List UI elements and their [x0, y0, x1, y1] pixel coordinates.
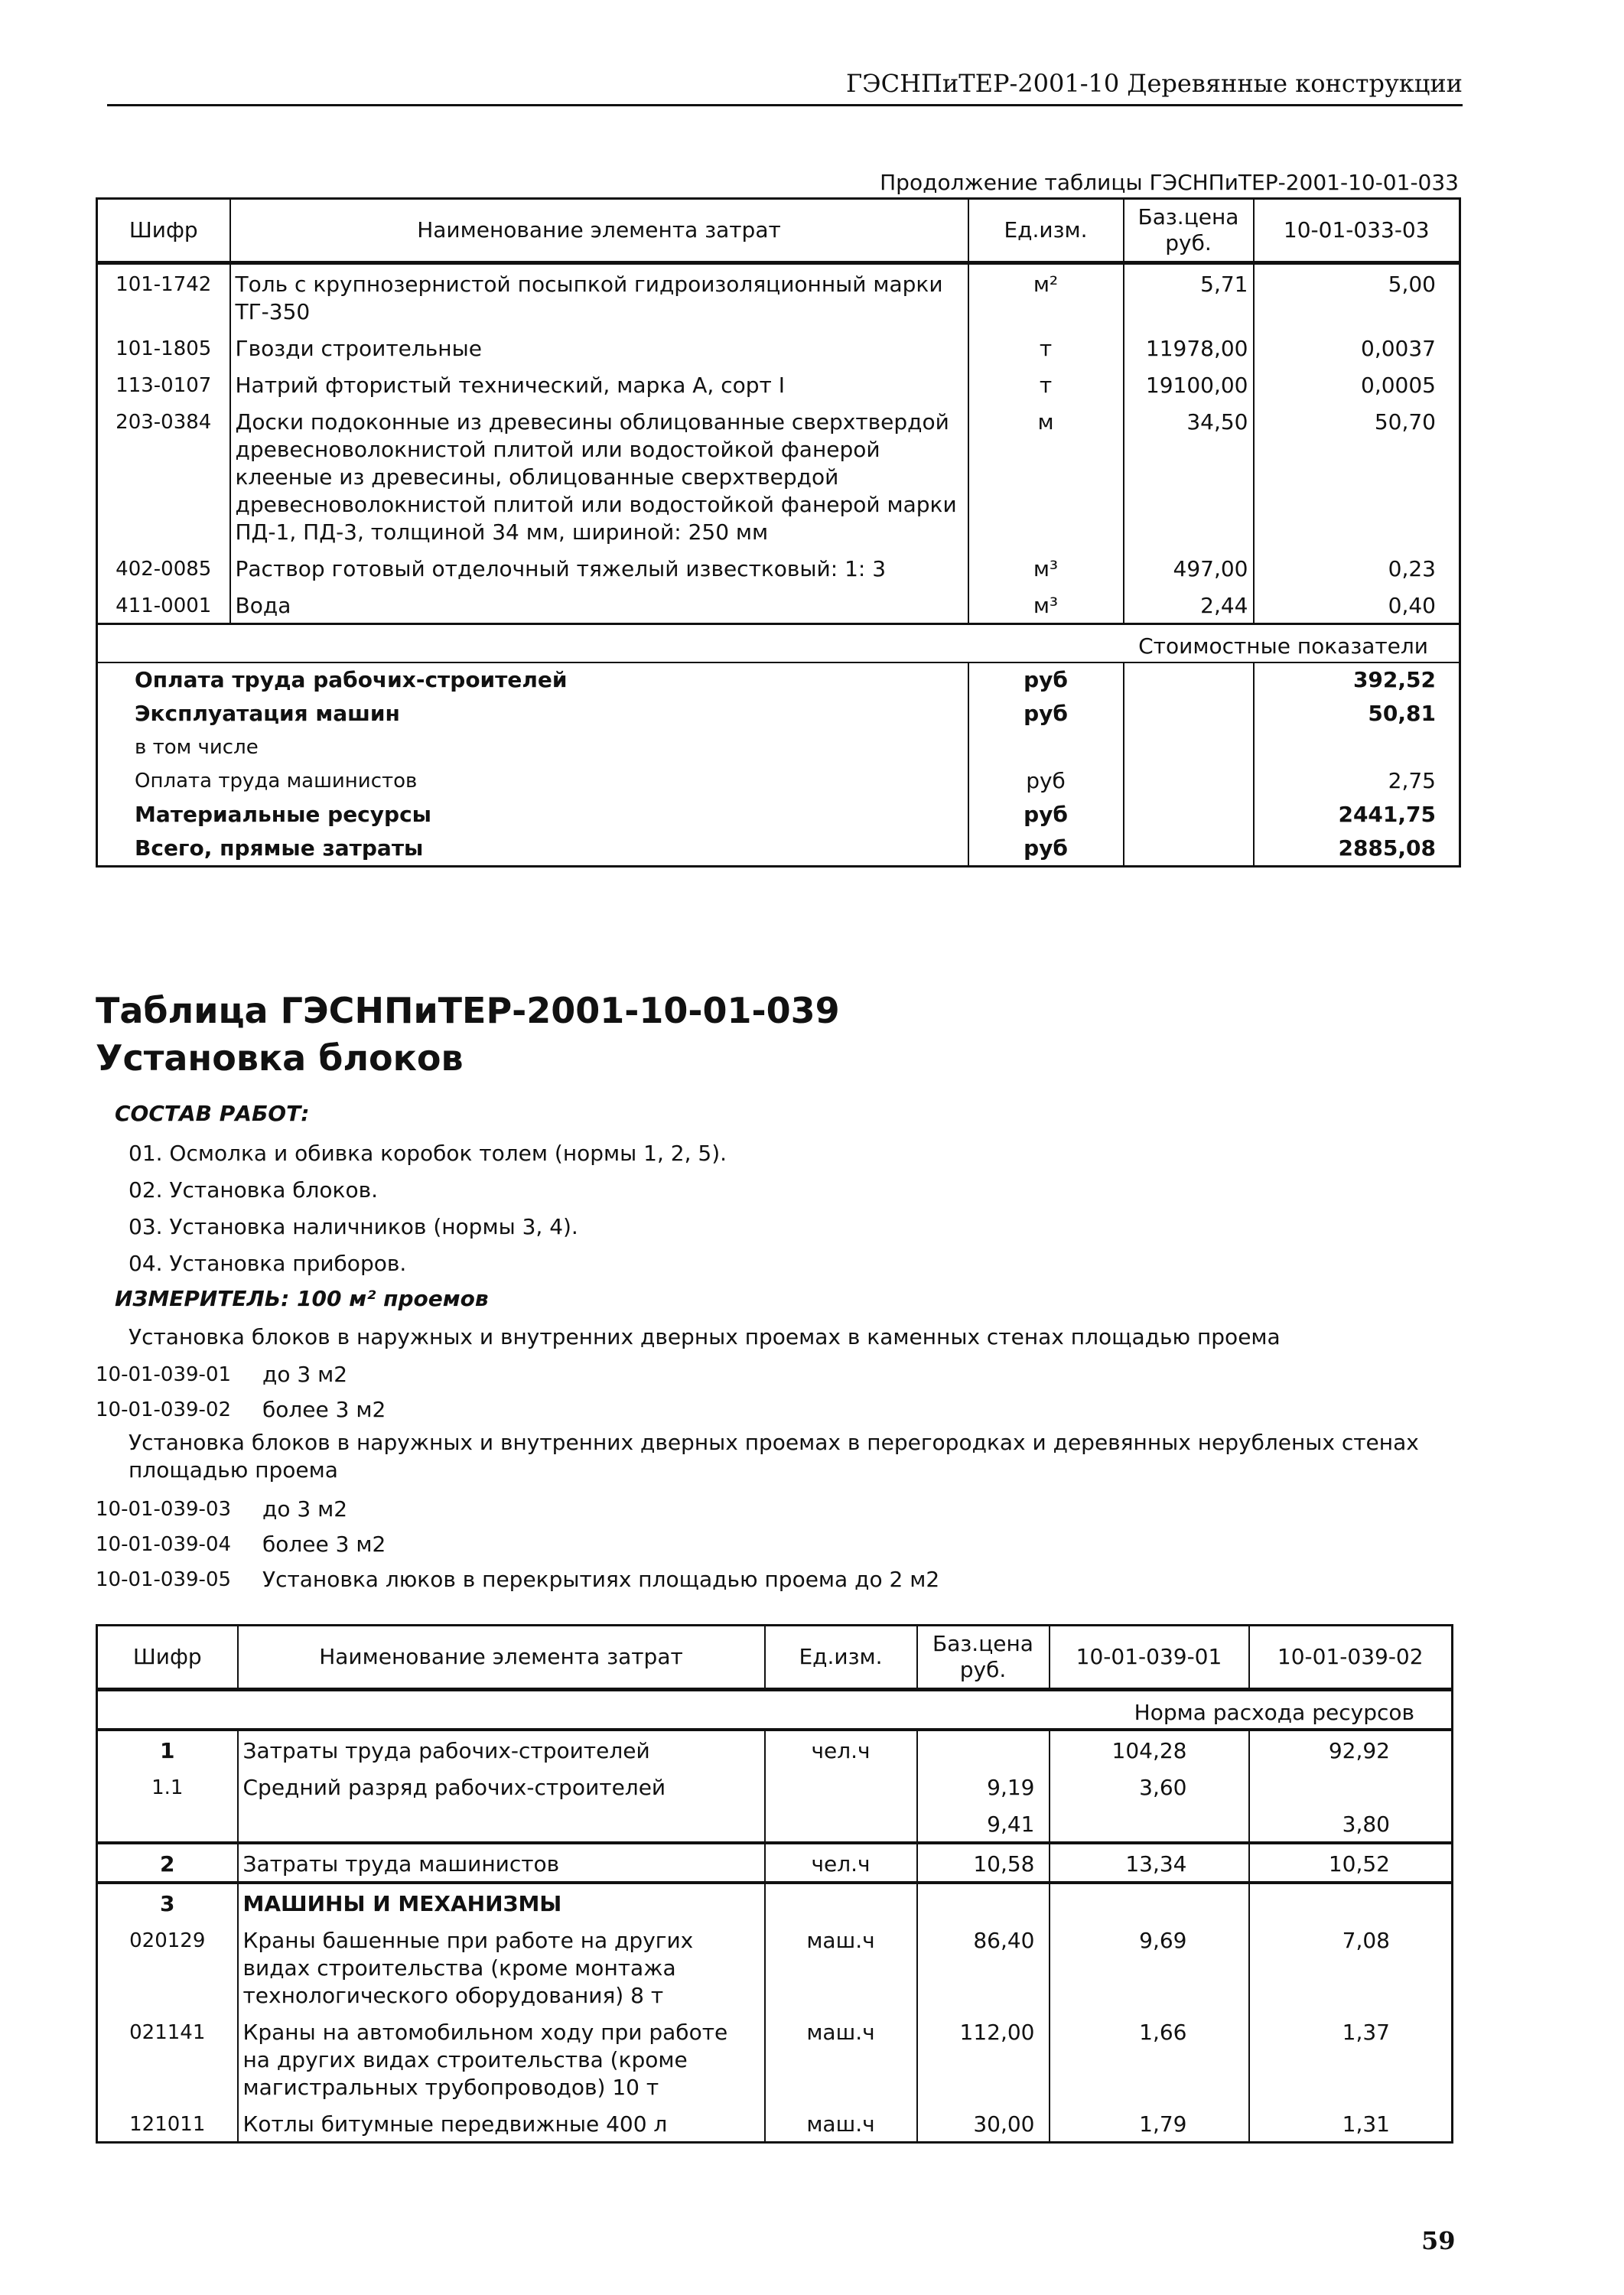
- norm-code: 10-01-039-04: [96, 1533, 232, 1556]
- norm-cell: 0,0005: [1254, 366, 1460, 402]
- cost-row: [97, 832, 1460, 867]
- cost-label: Материальные ресурсы: [97, 798, 968, 832]
- price-cell: 497,00: [1124, 549, 1254, 586]
- code-cell: [97, 1805, 238, 1843]
- price-cell: [917, 1883, 1050, 1921]
- cost-value: [1254, 731, 1460, 764]
- unit-cell: м: [968, 402, 1124, 549]
- norm-cell: [1050, 1805, 1249, 1843]
- cost-label: Оплата труда машинистов: [97, 764, 968, 798]
- cost-value: 392,52: [1254, 662, 1460, 697]
- work-item: 02. Установка блоков.: [129, 1177, 379, 1203]
- cost-row: [97, 662, 1460, 697]
- name-cell: Натрий фтористый технический, марка А, сорт I: [230, 366, 968, 402]
- name-cell: Котлы битумные передвижные 400 л: [238, 2105, 765, 2143]
- name-cell: Краны башенные при работе на других видах строительства (кроме монтажа технологического оборудования) 8 т: [238, 1921, 765, 2013]
- work-item: 04. Установка приборов.: [129, 1251, 407, 1276]
- section-label: Стоимостные показатели: [97, 624, 1460, 663]
- section-row: [97, 624, 1460, 663]
- work-item: 01. Осмолка и обивка коробок толем (нормы 1, 2, 5).: [129, 1141, 727, 1166]
- unit-cell: маш.ч: [765, 1921, 917, 2013]
- resource-table-033: [96, 197, 1461, 868]
- table-subtitle: Установка блоков: [96, 1037, 464, 1079]
- price-cell: 112,00: [917, 2013, 1050, 2105]
- table-title: Таблица ГЭСНПиТЕР-2001-10-01-039: [96, 990, 840, 1031]
- cost-unit: руб: [968, 832, 1124, 867]
- table-row: [97, 1843, 1453, 1883]
- cost-row: [97, 764, 1460, 798]
- price-cell: 2,44: [1124, 586, 1254, 624]
- group-description: Установка блоков в наружных и внутренних дверных проемах в перегородках и деревянных нерубленых стенах площадью проема: [129, 1430, 1419, 1483]
- price-cell: 9,41: [917, 1805, 1050, 1843]
- page-number: 59: [1421, 2226, 1456, 2255]
- empty-cell: [1124, 731, 1254, 764]
- unit-cell: маш.ч: [765, 2013, 917, 2105]
- norm-list: [96, 1357, 386, 1427]
- code-cell: 411-0001: [97, 586, 230, 624]
- cost-unit: [968, 731, 1124, 764]
- column-header: 10-01-033-03: [1254, 199, 1460, 263]
- resource-table-039: [96, 1624, 1453, 2144]
- table-row: [97, 586, 1460, 624]
- unit-cell: м³: [968, 549, 1124, 586]
- norm-cell: 10,52: [1249, 1843, 1453, 1883]
- price-cell: 30,00: [917, 2105, 1050, 2143]
- works-label: СОСТАВ РАБОТ:: [115, 1101, 310, 1126]
- cost-label: в том числе: [97, 731, 968, 764]
- work-item: 03. Установка наличников (нормы 3, 4).: [129, 1214, 578, 1239]
- table-row: [97, 1730, 1453, 1768]
- name-cell: Средний разряд рабочих-строителей: [238, 1768, 765, 1805]
- cost-value: 2441,75: [1254, 798, 1460, 832]
- norm-cell: 1,79: [1050, 2105, 1249, 2143]
- norm-cell: [1249, 1883, 1453, 1921]
- code-cell: 402-0085: [97, 549, 230, 586]
- norm-cell: 1,31: [1249, 2105, 1453, 2143]
- norm-item: [96, 1562, 939, 1597]
- norm-label: Установка люков в перекрытиях площадью проема до 2 м2: [262, 1567, 940, 1592]
- name-cell: Вода: [230, 586, 968, 624]
- name-cell: Затраты труда машинистов: [238, 1843, 765, 1883]
- norm-item: [96, 1357, 386, 1392]
- cost-value: 2,75: [1254, 764, 1460, 798]
- name-cell: Гвозди строительные: [230, 329, 968, 366]
- column-header: Наименование элемента затрат: [230, 199, 968, 263]
- norm-cell: 50,70: [1254, 402, 1460, 549]
- norm-label: до 3 м2: [262, 1496, 348, 1522]
- cost-unit: руб: [968, 697, 1124, 731]
- norm-item: [96, 1527, 939, 1562]
- unit-cell: м³: [968, 586, 1124, 624]
- running-header: ГЭСНПиТЕР-2001-10 Деревянные конструкции: [107, 69, 1463, 106]
- norm-cell: 0,40: [1254, 586, 1460, 624]
- name-cell: Краны на автомобильном ходу при работе на других видах строительства (кроме магистральных трубопроводов) 10 т: [238, 2013, 765, 2105]
- price-cell: 19100,00: [1124, 366, 1254, 402]
- empty-cell: [1124, 662, 1254, 697]
- norm-code: 10-01-039-02: [96, 1398, 232, 1421]
- norm-label: до 3 м2: [262, 1362, 348, 1387]
- works-list: [129, 1135, 727, 1282]
- price-cell: 34,50: [1124, 402, 1254, 549]
- unit-cell: чел.ч: [765, 1730, 917, 1768]
- column-header: Ед.изм.: [968, 199, 1124, 263]
- code-cell: 203-0384: [97, 402, 230, 549]
- table-row: [97, 1883, 1453, 1921]
- cost-unit: руб: [968, 662, 1124, 697]
- norm-cell: 1,37: [1249, 2013, 1453, 2105]
- column-header: Баз.цена руб.: [1124, 199, 1254, 263]
- norm-cell: 5,00: [1254, 263, 1460, 330]
- code-cell: 121011: [97, 2105, 238, 2143]
- norm-item: [96, 1392, 386, 1427]
- norm-cell: 13,34: [1050, 1843, 1249, 1883]
- column-header: 10-01-039-01: [1050, 1626, 1249, 1690]
- name-cell: Раствор готовый отделочный тяжелый известковый: 1: 3: [230, 549, 968, 586]
- unit-cell: [765, 1768, 917, 1805]
- empty-cell: [1124, 697, 1254, 731]
- table-row: [97, 1768, 1453, 1805]
- code-cell: 3: [97, 1883, 238, 1921]
- unit-cell: т: [968, 329, 1124, 366]
- table-row: [97, 2013, 1453, 2105]
- norm-label: более 3 м2: [262, 1532, 386, 1557]
- header-row: [97, 1626, 1453, 1690]
- price-cell: [917, 1730, 1050, 1768]
- norm-code: 10-01-039-01: [96, 1363, 232, 1386]
- table-row: [97, 2105, 1453, 2143]
- norm-cell: 9,69: [1050, 1921, 1249, 2013]
- code-cell: 101-1805: [97, 329, 230, 366]
- empty-cell: [1124, 764, 1254, 798]
- name-cell: Затраты труда рабочих-строителей: [238, 1730, 765, 1768]
- name-cell: Толь с крупнозернистой посыпкой гидроизоляционный марки ТГ-350: [230, 263, 968, 330]
- header-row: [97, 199, 1460, 263]
- code-cell: 1: [97, 1730, 238, 1768]
- norm-code: 10-01-039-03: [96, 1498, 232, 1521]
- column-header: Баз.цена руб.: [917, 1626, 1050, 1690]
- cost-row: [97, 697, 1460, 731]
- cost-label: Всего, прямые затраты: [97, 832, 968, 867]
- code-cell: 2: [97, 1843, 238, 1883]
- norm-list: [96, 1492, 939, 1597]
- name-cell: Доски подоконные из древесины облицованные сверхтвердой древесноволокнистой плитой или водостойкой фанерой клееные из древесины, облицованные сверхтвердой древесноволокнистой плитой или водостойкой фанерой марки ПД-1, ПД-3, толщиной 34 мм, шириной: 250 мм: [230, 402, 968, 549]
- table-row: [97, 366, 1460, 402]
- column-header: 10-01-039-02: [1249, 1626, 1453, 1690]
- cost-unit: руб: [968, 798, 1124, 832]
- norm-cell: 0,0037: [1254, 329, 1460, 366]
- table-row: [97, 263, 1460, 330]
- cost-label: Оплата труда рабочих-строителей: [97, 662, 968, 697]
- code-cell: 101-1742: [97, 263, 230, 330]
- table-row: [97, 402, 1460, 549]
- name-cell: [238, 1805, 765, 1843]
- section-heading: [96, 987, 840, 1082]
- unit-cell: [765, 1883, 917, 1921]
- unit-cell: м²: [968, 263, 1124, 330]
- cost-value: 50,81: [1254, 697, 1460, 731]
- price-cell: 86,40: [917, 1921, 1050, 2013]
- norm-cell: [1050, 1883, 1249, 1921]
- norm-cell: 0,23: [1254, 549, 1460, 586]
- cost-unit: руб: [968, 764, 1124, 798]
- norm-code: 10-01-039-05: [96, 1568, 232, 1591]
- cost-row: [97, 731, 1460, 764]
- code-cell: 020129: [97, 1921, 238, 2013]
- code-cell: 1.1: [97, 1768, 238, 1805]
- table-row: [97, 1805, 1453, 1843]
- table-row: [97, 329, 1460, 366]
- price-cell: 9,19: [917, 1768, 1050, 1805]
- price-cell: 5,71: [1124, 263, 1254, 330]
- code-cell: 113-0107: [97, 366, 230, 402]
- empty-cell: [1124, 798, 1254, 832]
- price-cell: 10,58: [917, 1843, 1050, 1883]
- cost-row: [97, 798, 1460, 832]
- norm-cell: 104,28: [1050, 1730, 1249, 1768]
- norm-item: [96, 1492, 939, 1527]
- norm-cell: [1249, 1768, 1453, 1805]
- norm-cell: 1,66: [1050, 2013, 1249, 2105]
- column-header: Шифр: [97, 1626, 238, 1690]
- name-cell: МАШИНЫ И МЕХАНИЗМЫ: [238, 1883, 765, 1921]
- code-cell: 021141: [97, 2013, 238, 2105]
- column-header: Ед.изм.: [765, 1626, 917, 1690]
- column-header: Наименование элемента затрат: [238, 1626, 765, 1690]
- empty-cell: [1124, 832, 1254, 867]
- table-row: [97, 1921, 1453, 2013]
- unit-cell: чел.ч: [765, 1843, 917, 1883]
- cost-value: 2885,08: [1254, 832, 1460, 867]
- norm-label: более 3 м2: [262, 1397, 386, 1422]
- section-row: [97, 1690, 1453, 1730]
- meter-label: ИЗМЕРИТЕЛЬ: 100 м² проемов: [115, 1286, 489, 1311]
- table-continuation-caption: Продолжение таблицы ГЭСНПиТЕР-2001-10-01-033: [880, 170, 1459, 195]
- norm-cell: 7,08: [1249, 1921, 1453, 2013]
- norm-cell: 92,92: [1249, 1730, 1453, 1768]
- unit-cell: маш.ч: [765, 2105, 917, 2143]
- unit-cell: [765, 1805, 917, 1843]
- norm-cell: 3,80: [1249, 1805, 1453, 1843]
- table-row: [97, 549, 1460, 586]
- price-cell: 11978,00: [1124, 329, 1254, 366]
- norm-cell: 3,60: [1050, 1768, 1249, 1805]
- section-label: Норма расхода ресурсов: [1134, 1700, 1414, 1725]
- unit-cell: т: [968, 366, 1124, 402]
- group-description: Установка блоков в наружных и внутренних дверных проемах в каменных стенах площадью проема: [129, 1324, 1281, 1349]
- cost-label: Эксплуатация машин: [97, 697, 968, 731]
- column-header: Шифр: [97, 199, 230, 263]
